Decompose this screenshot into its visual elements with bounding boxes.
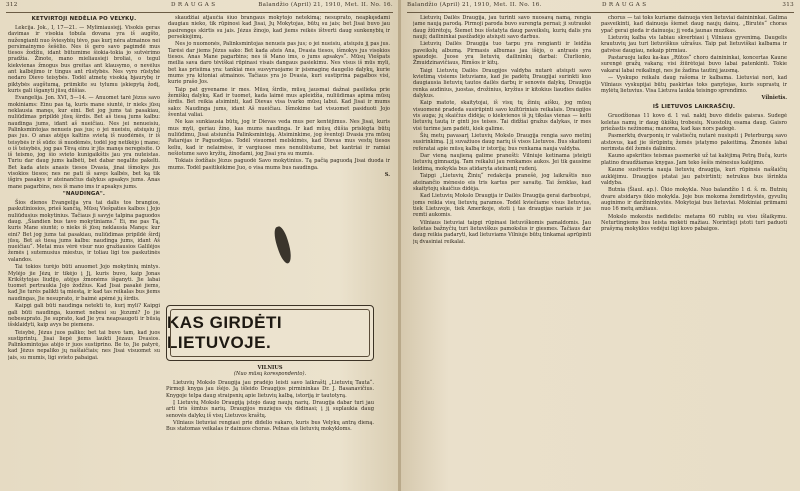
right-column-2 (601, 15, 787, 487)
right-col2-paragraph: Pasmerktų dvarponių ir valstiečių nutarė nusiųsti į Peterburgą savo atstovus, kad jie išrūpintų žemės įstatymo pakeitimą. Žmonės labai nerimsta dėl žemės dalinimo. (601, 133, 787, 152)
left-col1-paragraph: Teisybė, Jėzus juos paliko; bet tai buvo tam, kad juos sustiprintų. Jisai liepė jiems laukti Jėzaus Dvasios. Palinksmintojas atėjo ir juos sustiprino. Be to, Jie patyrė, kad Jėzus nepaliko jų našlaičiais; nes Jisai visuomet su jais, su mumis, ligi svieto pabaigai. (8, 329, 160, 361)
vilnius-report (166, 364, 374, 490)
left-issue-date: Balandžio (April) 21, 1910, Met. II. No. 16. (258, 2, 393, 8)
right-col1-paragraph: Vilniaus lietuviai taipgi rūpinasi lietuviškomis pamaldomis. Jau keletas bažnyčių turi lietuviškus pamokslus ir giesmes. Tačiaus dar daug reikia padaryti, kad lietuviams Vilniuje būtų tinkamai aprūpinti jų dvasiniai reikalai. (413, 219, 591, 245)
right-col2-paragraph: Mokslo mokestis nedidelis: metams 60 rublių su visu išlaikymu. Neturtingiems bus leista mokėti mažiau. Norintieji įstoti turi paduoti prašymą mokyklos vedėjui ligi kovo pabaigos. (601, 213, 787, 233)
right-col2-heading: IŠ LIETUVOS LAIKRAŠČIŲ. (652, 104, 736, 111)
vilnius-heading: VILNIUS (257, 365, 283, 371)
right-col1-paragraph: Taigi Lietuvių Dailės Draugijos valdyba nutarė atsiųsti savo kvietimą visiems lietuviams, kad jie padėtų Draugijai surinkti kuo daugiausia lietuvių tautos dailės darbų ir senovės dalykų. Draugija renka audinius, juostas, drožinius, kryžius ir kitokius liaudies dailės dalykus. (413, 67, 591, 99)
left-column-1 (8, 15, 160, 487)
left-page (0, 0, 399, 491)
left-journal-title: D R A U G A S (171, 2, 216, 8)
left-page-number: 312 (6, 2, 18, 8)
left-col1-heading: "NAUDINGA". (62, 191, 106, 198)
right-col1-paragraph: Lietuvių Dailės Draugija tuo tarpu yra rengianti ir leidžia paveikslų albumą. Pirmasis albumas jau išėjo, o antrasis yra spaudoje. Juose yra lietuvių dailininkų darbai: Čiurlionio, Žmuidzinavičiaus, Rimšos ir kitų. (413, 41, 591, 67)
right-col1-paragraph: Lietuvių Dailės Draugija, jau turinti savo nuosavą namą, rengia jame naują parodą. Pirmoji paroda buvo surengta pernai; ji sutraukė daug žiūrėtojų. Šiemet bus išstatyta daug paveikslų, kurių dalis yra nauji; dailininkai pasižadėjo atsiųsti savo darbus. (413, 15, 591, 40)
right-column-1 (413, 15, 591, 487)
right-col2-signature: Vilnietis. (761, 95, 787, 102)
left-col2-signature: S. (384, 172, 390, 179)
vilnius-body (166, 380, 374, 433)
left-col2-paragraph: Tokiais žodžiais Jėzus paguodė Savo mokytinius. Tą pačią paguodą Jisai duoda ir mums. Todėl pasitikėkime Juo, o visa mums bus naudinga. (168, 158, 390, 171)
vilnius-paragraph: Vilniaus lietuviai rengiasi prie didelio vakaro, kuris bus Velykų antrą dieną. Bus statomas veikalas ir dainuos choras. Pelnas eis lietuvių mokykloms. (166, 420, 374, 433)
left-col2-paragraph: Taip pat gyvename ir mes. Mūsų širdis, mūsų jausmai dažnai pasilieka prie žemiškų dalykų. Kad ir tuomet, kada laimė mus apleidžia, nuliūdimas apima mūsų širdis. Bet reikia atsiminti, kad Dievas visa tvarko mūsų labui. Kad Jisai ir mums sako: Naudinga jums, idant Aš nueičiau. Išmokime tad visuomet pasiduoti Jojo šventai valiai. (168, 86, 390, 118)
right-col1-paragraph: Kaip matote, skaitytojai, iš visų tų žinių aišku, jog mūsų visuomenė pradeda susirūpinti savo kultūriniais reikalais. Draugijos vis auga; jų skaičius didėja; o kiekvienos iš jų tikslas vienas — kelti lietuvių tautą ir ginti jos teises. Tai didžiai gražus dalykas, ir mes visi turime jam padėti, kiek galime. (413, 100, 591, 132)
left-running-head (6, 2, 393, 13)
right-col2-paragraph: Kauno apskrities teismas pasmerkė už tai kalėjimą Petrą Bučą, kuris platino draudžiamas knygas. Jam teko šešis mėnesius kalėjimo. (601, 153, 787, 166)
right-running-head (407, 2, 794, 13)
right-col1-paragraph: Kad Lietuvių Mokslo Draugija ir Dailės Draugija gerai darbuotųsi, joms reikia visų lietuvių paramos. Todėl kviečiame visus lietuvius, tiek Lietuvoje, tiek Amerikoje, stoti į tas draugijas nariais ir jas remti aukomis. (413, 193, 591, 219)
right-col2-paragraph: chorus — tai toks kuriame dainuoja vien lietuviai dainininkai. Galima pasveikinti, kad dainuoja šiemet daug naujų dainų. „Birutės“ choras ypač gerai gieda ir dainuoja; jį veda jaunas muzikas. (601, 15, 787, 34)
right-page-number: 313 (782, 2, 794, 8)
right-col2-paragraph: Butnia (Šiaul. ap.). Ūkio mokykla. Nuo balandžio 1 d. š. m. Butnių dvare atsidarys ūkio mokykla. Joje bus mokoma žemdirbystės, gyvulių auginimo ir daržininkystės. Mokytojai bus lietuviai. Mokiniai priimami nuo 16 metų amžiaus. (601, 187, 787, 213)
right-page (401, 0, 800, 491)
banner-title: KAS GIRDĖTI LIETUVOJE. (167, 313, 283, 352)
left-col1-paragraph: Kaipgi gali būti naudinga netekti to, kurį myli? Kaipgi gali būti naudinga, kuomet nebesi su Jėzumi? Jo jie nebesuprato. Jie suprato, kad Jie yra neapsaugoti ir būsią išsklaidyti, kaip avys be piemens. (8, 303, 160, 329)
vilnius-subheading: (Nuo mūsų korespondento). (233, 371, 307, 377)
news-section-banner (166, 305, 374, 361)
right-col2-paragraph: — Vyskupo reikalu daug rašoma ir kalbama. Lietuviai nori, kad Vilniaus vyskupijai būtų paskirtas toks ganytojas, kuris suprastų ir mylėtų lietuvius. Visa Lietuva laukia teisingo sprendimo. (601, 75, 787, 94)
left-col2-paragraph: Nes jo nuomonės, Palinksmintojas nenueis pas jus; o jei nueisiu, atsiųsiu jį pas jus. Tarėsi dar jiems Jėzus sako: Bet kada ateis Ana, Dvasia tiesos, išmokys jus visokios tiesos. Anas Mane pagarbins; nes iš Mano ims, o jums apsakys“. Mūsų Viešpats meilia sava daro tėviškai rūpinasi visais dangaus pasiekimu. Nes visus iš mūs myli, bet kas prisiima yra: tankiai mes susvyruojame ir įsismaginę daugelio dalykų, kurie mums yra kitoniai atmainos. Tačiaus yra jo Dvasia, kuri sustiprina pagalbos visi, kurie prašo Jos. (168, 41, 390, 86)
left-col1-paragraph: Šios dienos Evangelija yra tai dalis tos brangios, paskutiniosios, prieš kančią, Mūsų Viešpaties kalbos į Jojo nuliūdusius mokytinius. Tačiaus ji savyje talpina paguodos daug. „Šiandien bus tavo mokytiniams.“ Ei, me pas Tą, kuris Mane siuntė; o nieks iš jūsų neklausia Manęs: kur eini? Bet jog jums tai pasakiau, nuliūdimas pripildė širdį jūsų. Bet aš tiesą jums kalbu: naudinga jums, idant Aš nueičiau“. Metai mus vėrė visur nuo gražiausios Galilėjos žemės į sutemusius miestus, ir toliau ligi tos paskutinės valandos. (8, 200, 160, 263)
left-col2-paragraph: skaudžiai atjaučia šiuo brangaus mokytojo netekimą; nesuprato, neapkęsdami daugiau nieko, tik rūpinosi kad Jisai, Jų Mokytojas, būtų su jais; bet Jisai buvo jau pasirengęs skirtis su jais. Jėzus žinojo, kad jiems reikės ištverti daug sunkenybių ir persekiojimų. (168, 15, 390, 40)
right-col1-paragraph: Taipgi „Lietuvių Žinių“ redakcija pranešė, jog laikraštis nuo ateinančio mėnesio eis tris kartus per savaitę. Tai ženklas, kad skaitytojų skaičius didėja. (413, 173, 591, 192)
left-col2-paragraph: Ne kas sunkiausia būtų, jog ir Dievas veda mus per kentėjimus. Nes Jisai, kuris mus myli, geriau žino, kas mums naudinga. Ir kad mūsų dūšia prislėgta būtų nuliūdimu, Jisai atsiunčia Palinksmintoją. Atsiminkime, jog šventoji Dvasia yra mūsų Patarėjas ir Paguodėjas. Todėl visuomet melskimės, kad Dievas mus vestų tiesos keliu, kad ir nelaimėse, ir vargiuose mes nenuliūstume, bet kantriai ir ramiai nešiotume savo kryžių, žinodami, jog Jisai yra su mumis. (168, 119, 390, 157)
right-issue-date: Balandžio (April) 21, 1910, Met. II. No. 16. (407, 2, 542, 8)
right-col2-paragraph: Gruodžionas 11 kovo d. 1 val. naktį buvo didelis gaisras. Sudegė keletas namų ir daug ūkiškų trobesių. Nuostolių esama daug. Gaisro priežastis nežinoma; manoma, kad kas nors padegė. (601, 113, 787, 132)
left-col1-heading: KETVIRTOJI NEDĖLIA PO VELYKŲ. (31, 16, 137, 22)
right-col2-paragraph: Pastaruoju laiku ka-kas „Rūtos“ choro dainininkai, koncertas Kaune surengė gražų vakarą; visi žiūrėtojai buvo labai patenkinti. Tokie vakarai labai reikalingi, nes jie žadina tautinį jausmą. (601, 55, 787, 74)
vilnius-paragraph: Lietuvių Mokslo Draugija jau pradėjo leisti savo laikraštį „Lietuvių Tauta“. Pirmoji knyga jau išėjo. Ją išleido Draugijos pirmininkas Dr. J. Basanavičius. Knygoje telpa daug straipsnių apie lietuvių kalbą, istoriją ir tautotyrą. (166, 380, 374, 399)
right-col1-paragraph: Šių metų pavasarį Lietuvių Mokslo Draugija rengia savo metinį susirinkimą. Į jį suvažiuos daug narių iš visos Lietuvos. Bus skaitomi referatai apie mūsų kalbą ir istoriją; bus renkama nauja valdyba. (413, 133, 591, 152)
right-col2-paragraph: Kaune susitveria nauja lietuvių draugija, kuri rūpinsis našlaičių auklėjimu. Draugijos įstatai jau patvirtinti; netrukus bus išrinkta valdyba. (601, 167, 787, 186)
right-journal-title: D R A U G A S (602, 2, 647, 8)
left-col1-paragraph: Evangelija. Jon. XVI, 5—14. — Anuomet tarė Jėzus savo mokiniams: Einu pas tą, kuris mane siuntė, ir nieks jūsų neklausia manęs, kur eini. Bet jog jums tai pasakiau, nuliūdimas pripildė jūsų širdis. Bet aš tiesą jums kalbu: naudinga jums, idant aš nueičiau. Nes jei nenueisiu, Palinksmintojas nenueis pas jus; o jei nueisiu, atsiųsiu jį pas jus. O anas atėjęs kaltins svietą iš nuodėmės, ir iš teisybės ir iš sūdo: iš nuodėmės, todėl jog netikėjo į mane; o iš teisybės, jog pas Tėvą einu ir jūs manęs neregėsite. O iš teismo, jog šio svieto kunigaikštis jau yra nuteistas. Turiu dar daug jums kalbėti, bet dabar negalite pakelti. Bet kada ateis anasis tiesos Dvasia, jinai išmokys jus visokios tiesos; nes ne pati iš savęs kalbės, bet ką tik išgirs pasakys ir ateinančius dalykus apsakys jums. Anas mane pagarbins, nes iš mano ims ir apsakys jums. (8, 95, 160, 190)
left-col1-paragraph: Lekcija. Jok., I, 17—21. — Mylimiausiejį. Visokis geras davimas ir visokia tobula dovana yra iš augšto, nužengianti nuo šviesybių tėvo, pas kurį nėra atmainos nei persimainymo šešėlio. Nes iš gero savo pagimdė mus tiesos žodžiu, idant būtumime šiokia-tokia jo sutvėrimo pradžia. Žinote, mano mieliausieji broliai, o tegul kiekvienas žmogus bus greitas ant klausymo, o nevėlus ant kalbėjimo ir tingus ant rūstybės. Nes vyro rūstybė nedaro Dievo teisybės. Todėl atmetę visokią bjaurybę ir piktybės augštumą, priimkite su tylumu įskiepytą žodį, kuris gali išganyti jūsų dūšias. (8, 25, 160, 94)
right-col1-paragraph: Dar vieną naujieną galime pranešti: Vilniuje ketinama įsteigti lietuvių gimnaziją. Tam reikalui jau renkamos aukos. Jei tik gausime leidimą, mokykla bus atidaryta ateinantį rudenį. (413, 153, 591, 172)
left-col1-paragraph: Tai tokios turėjo būti anuomet Jojo mokytinių mintys. Mylėjo jie Jėzų ir tikėjo į Jį, kuris buvo, kaip Jonas Krikštytojas liudijo, atėjęs žmonėms išganyti. Jie labai tuomet pertraukia Jojo žodžius. Kad Jisai pasakė jiems, kad Jie turės palikti tą miestą, ir kad tas reikalas bus jiems naudingas, Jie nesuprato, ir baimė apėmė jų širdis. (8, 264, 160, 302)
vilnius-paragraph: Į Lietuvių Mokslo Draugiją įstojo daug naujų narių. Draugija dabar turi jau arti tris šimtus narių. Draugijos muziejus vis didinasi; į jį suplaukia daug senovės dalykų iš visų Lietuvos kraštų. (166, 400, 374, 419)
right-col2-paragraph: Lietuvių kalba vis labiau skverbiasi į Vilniaus gyvenimą. Daugelis krautuvių jau turi lietuviškus užrašus. Taip pat lietuviškai kalbama ir gatvėse daugiau, nekaip pirmiau. (601, 35, 787, 54)
